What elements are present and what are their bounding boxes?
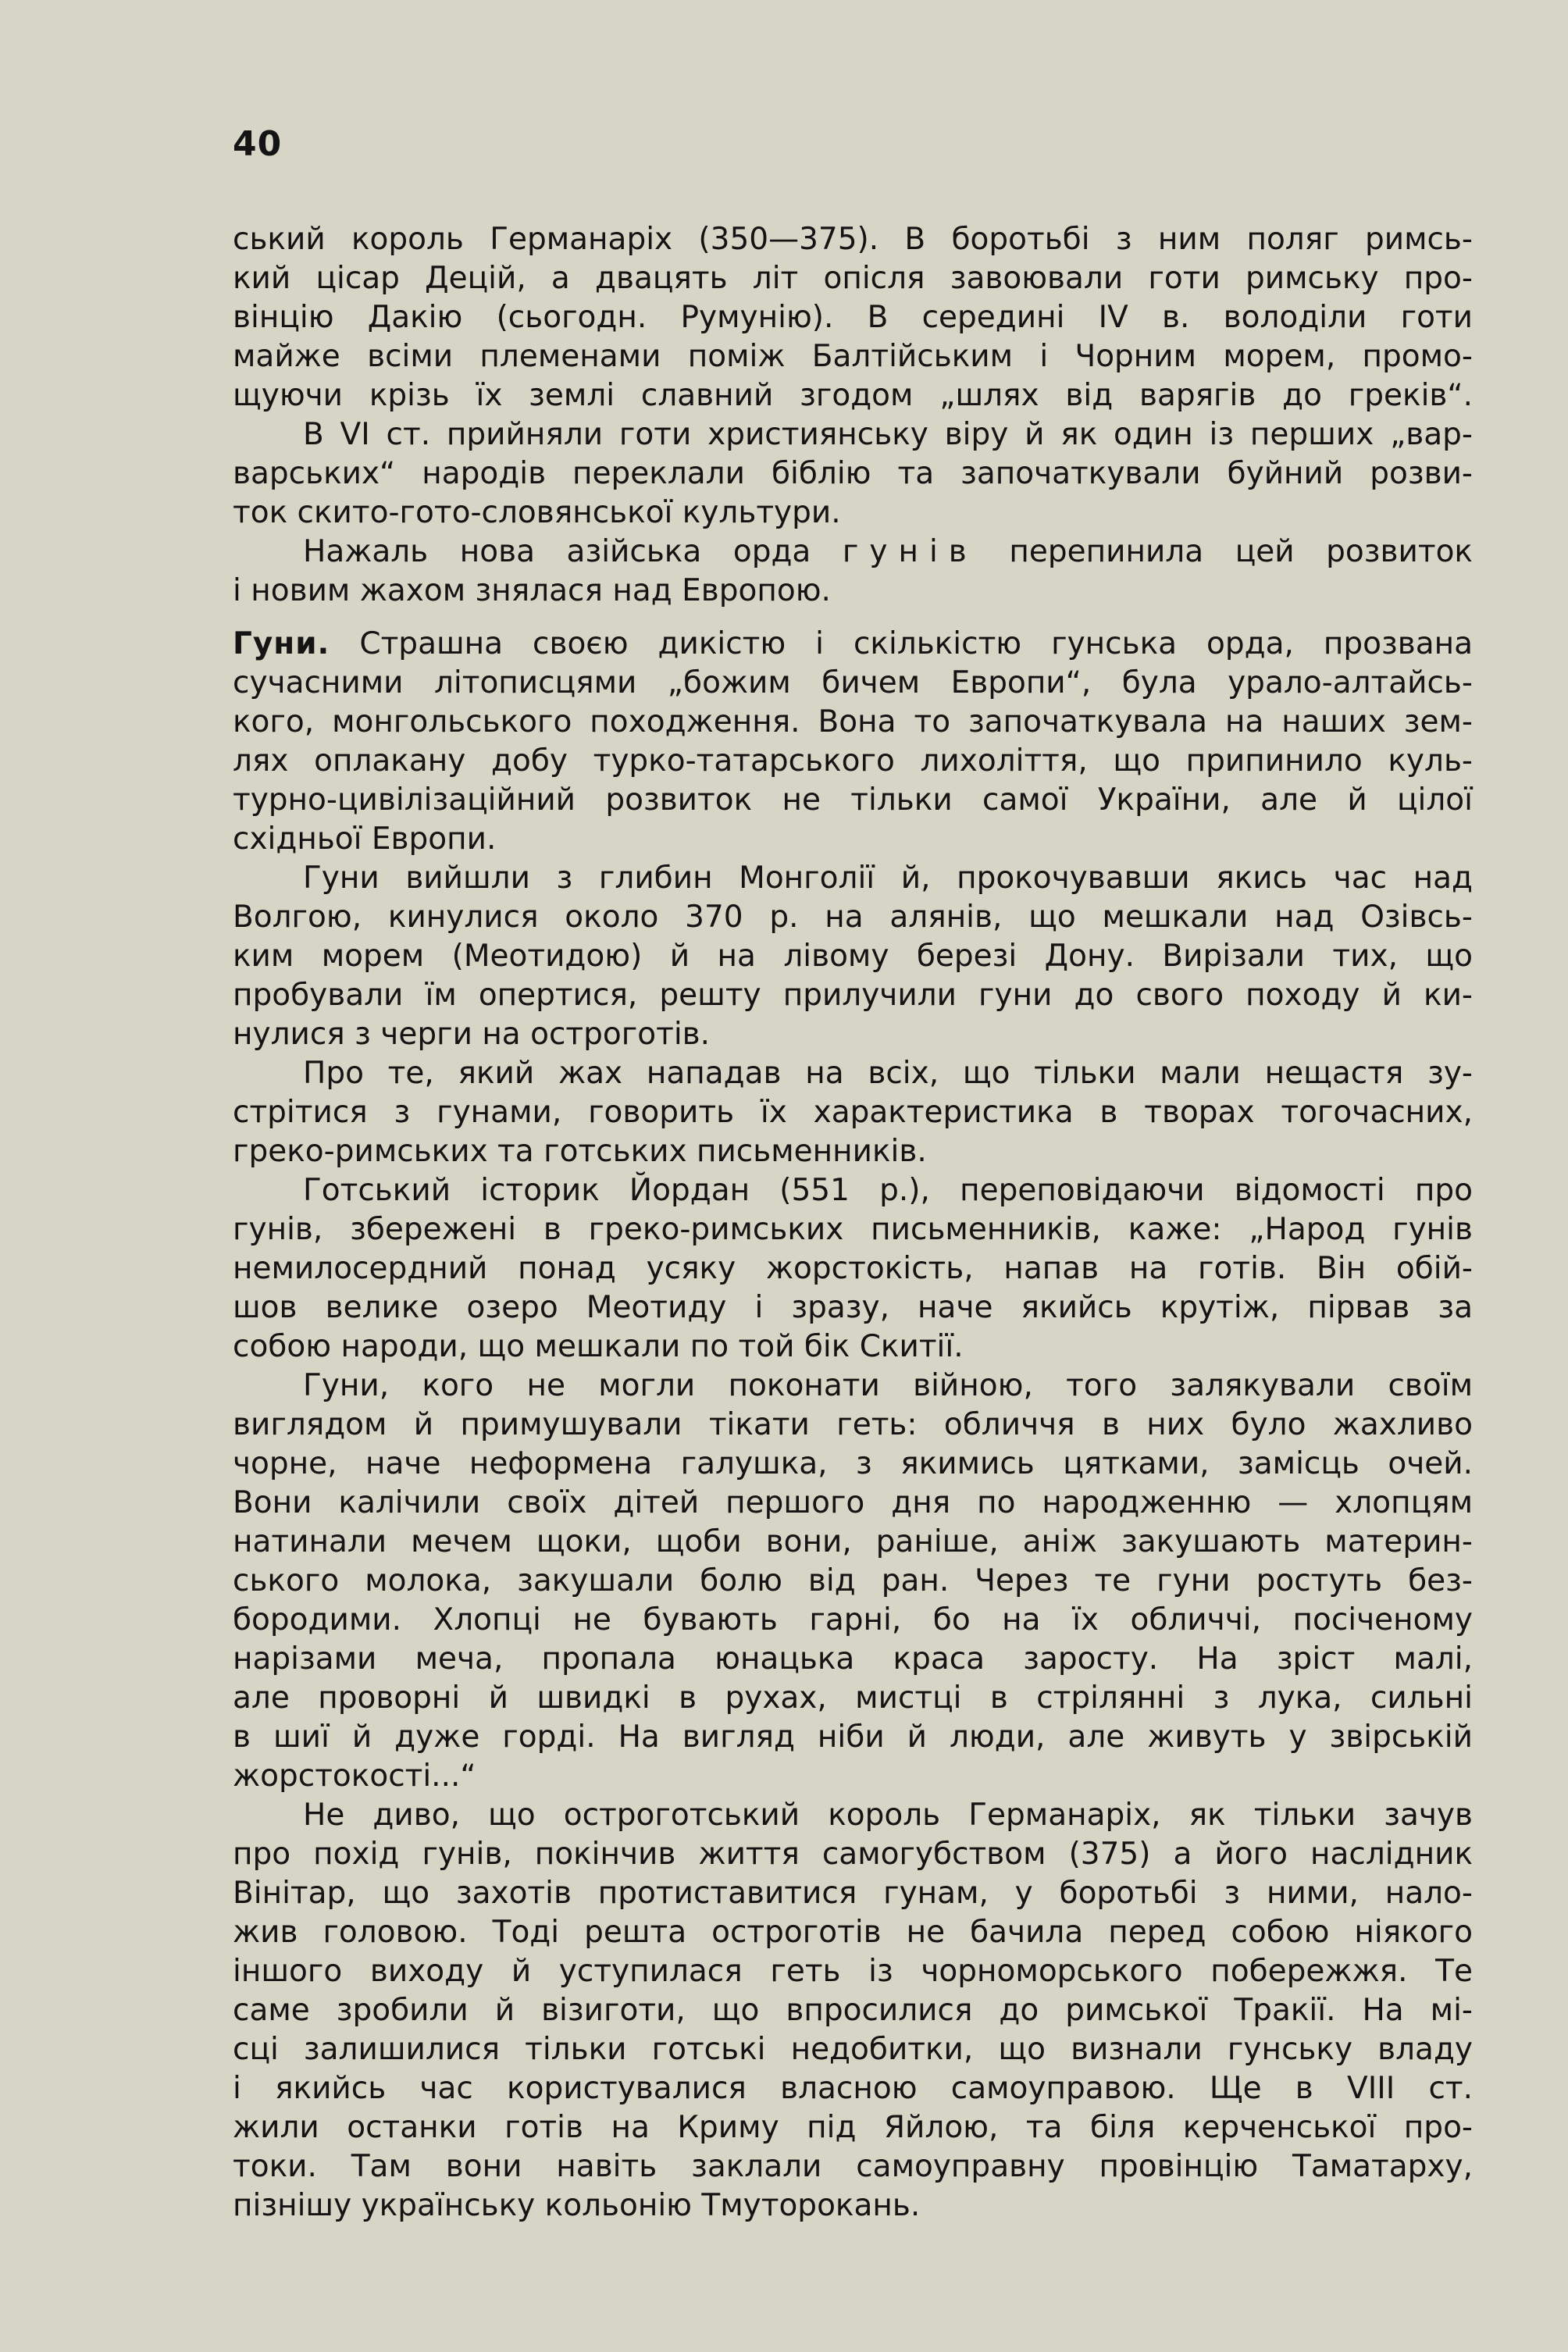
text-line: ський король Германаріх (350—375). В боротьбі з ним поляг римсь- — [233, 222, 1473, 257]
text-line: жорстокості...“ — [233, 1759, 476, 1794]
text-fragment: перепинила цей розвиток — [1009, 534, 1473, 569]
text-line: пізнішу українську кольонію Тмуторокань. — [233, 2188, 921, 2223]
text-line: щуючи крізь їх землі славний згодом „шлях від варягів до греків“. — [233, 378, 1473, 413]
text-line: східньої Европи. — [233, 821, 497, 857]
text-line: Готський історик Йордан (551 р.), переповідаючи відомості про — [303, 1173, 1473, 1208]
text-line: про похід гунів, покінчив життя самогубством (375) а його наслідник — [233, 1837, 1473, 1872]
text-line: нарізами меча, пропала юнацька краса заросту. На зріст малі, — [233, 1641, 1473, 1677]
text-line: ського молока, закушали болю від ран. Через те гуни ростуть без- — [233, 1563, 1473, 1598]
text-line: Вони калічили своїх дітей першого дня по народженню — хлопцям — [233, 1485, 1473, 1520]
text-line: але проворні й швидкі в рухах, мистці в стрілянні з лука, сильні — [233, 1680, 1473, 1716]
text-line: сці залишилися тільки готські недобитки, що визнали гунську владу — [233, 2032, 1473, 2067]
text-line: ким морем (Меотидою) й на лівому березі Дону. Вирізали тих, що — [233, 939, 1473, 974]
text-line: жив головою. Тоді решта остроготів не бачила перед собою ніякого — [233, 1915, 1473, 1950]
text-line: токи. Там вони навіть заклали самоуправну провінцію Таматарху, — [233, 2149, 1473, 2184]
text-line: немилосердний понад усяку жорстокість, напав на готів. Він обій- — [233, 1251, 1473, 1286]
page-number: 40 — [233, 124, 283, 164]
text-line: лях оплакану добу турко-татарського лихоліття, що припинило куль- — [233, 743, 1473, 779]
text-fragment: Страшна своєю дикістю і скількістю гунська орда, прозвана — [359, 626, 1473, 661]
text-line: майже всіми племенами поміж Балтійським і Чорним морем, промо- — [233, 339, 1473, 374]
text-line: кий цісар Децій, а двацять літ опісля завоювали готи римську про- — [233, 261, 1473, 296]
text-line: натинали мечем щоки, щоби вони, раніше, аніж закушають материн- — [233, 1524, 1473, 1559]
text-line: іншого виходу й уступилася геть із чорноморського побережжя. Те — [233, 1954, 1473, 1989]
text-line: чорне, наче неформена галушка, з якимись цятками, замісць очей. — [233, 1446, 1473, 1481]
text-line: стрітися з гунами, говорить їх характеристика в творах тогочасних, — [233, 1095, 1473, 1130]
huns-section — [233, 625, 1473, 2225]
text-line: жили останки готів на Криму під Яйлою, та біля керченської про- — [233, 2110, 1473, 2145]
text-line: і новим жахом знялася над Европою. — [233, 573, 831, 608]
text-line — [233, 625, 1473, 664]
text-line: пробували їм опертися, решту прилучили гуни до свого походу й ки- — [233, 978, 1473, 1013]
text-line: саме зробили й візиготи, що впросилися до римської Тракії. На мі- — [233, 1993, 1473, 2028]
text-line: Гуни вийшли з глибин Монголії й, прокочувавши якись час над — [303, 861, 1473, 896]
text-fragment: Нажаль нова азійська орда — [303, 534, 811, 569]
text-line: гунів, збережені в греко-римських письменників, каже: „Народ гунів — [233, 1212, 1473, 1247]
text-line: вінцію Дакію (сьогодн. Румунію). В середині IV в. володіли готи — [233, 300, 1473, 335]
text-line: нулися з черги на остроготів. — [233, 1017, 711, 1052]
text-line: собою народи, що мешкали по той бік Скитії. — [233, 1329, 964, 1364]
goths-section — [233, 220, 1473, 611]
text-line — [233, 533, 1473, 572]
text-line: бородими. Хлопці не бувають гарні, бо на їх обличчі, посіченому — [233, 1602, 1473, 1637]
text-line: ток скито-гото-словянської культури. — [233, 495, 841, 530]
text-line: турно-цивілізаційний розвиток не тільки самої України, але й цілої — [233, 782, 1473, 818]
text-line: Волгою, кинулися около 370 р. на алянів, що мешкали над Озівсь- — [233, 900, 1473, 935]
text-line: кого, монгольського походження. Вона то започаткувала на наших зем- — [233, 704, 1473, 739]
text-line: Вінітар, що захотів протиставитися гунам, у боротьбі з ними, нало- — [233, 1876, 1473, 1911]
text-line: сучасними літописцями „божим бичем Европи“, була урало-алтайсь- — [233, 665, 1473, 700]
text-line: шов велике озеро Меотиду і зразу, наче якийсь крутіж, пірвав за — [233, 1290, 1473, 1325]
text-line: Про те, який жах нападав на всіх, що тільки мали нещастя зу- — [303, 1056, 1473, 1091]
text-line: в шиї й дуже горді. На вигляд ніби й люди, але живуть у звірській — [233, 1719, 1473, 1755]
section-heading: Гуни. — [233, 626, 330, 661]
text-line: греко-римських та готських письменників. — [233, 1134, 927, 1169]
text-line: В VI ст. прийняли готи християнську віру й як один із перших „вар- — [303, 417, 1473, 452]
text-line: варських“ народів переклали біблію та започаткували буйний розви- — [233, 456, 1473, 491]
text-line: Гуни, кого не могли поконати війною, того залякували своїм — [303, 1368, 1473, 1403]
text-line: Не диво, що остроготський король Германаріх, як тільки зачув — [303, 1798, 1473, 1833]
text-line: виглядом й примушували тікати геть: обличчя в них було жахливо — [233, 1407, 1473, 1442]
text-line: і якийсь час користувалися власною самоуправою. Ще в VIII ст. — [233, 2071, 1473, 2106]
spaced-term-huns: гунів — [842, 534, 978, 569]
